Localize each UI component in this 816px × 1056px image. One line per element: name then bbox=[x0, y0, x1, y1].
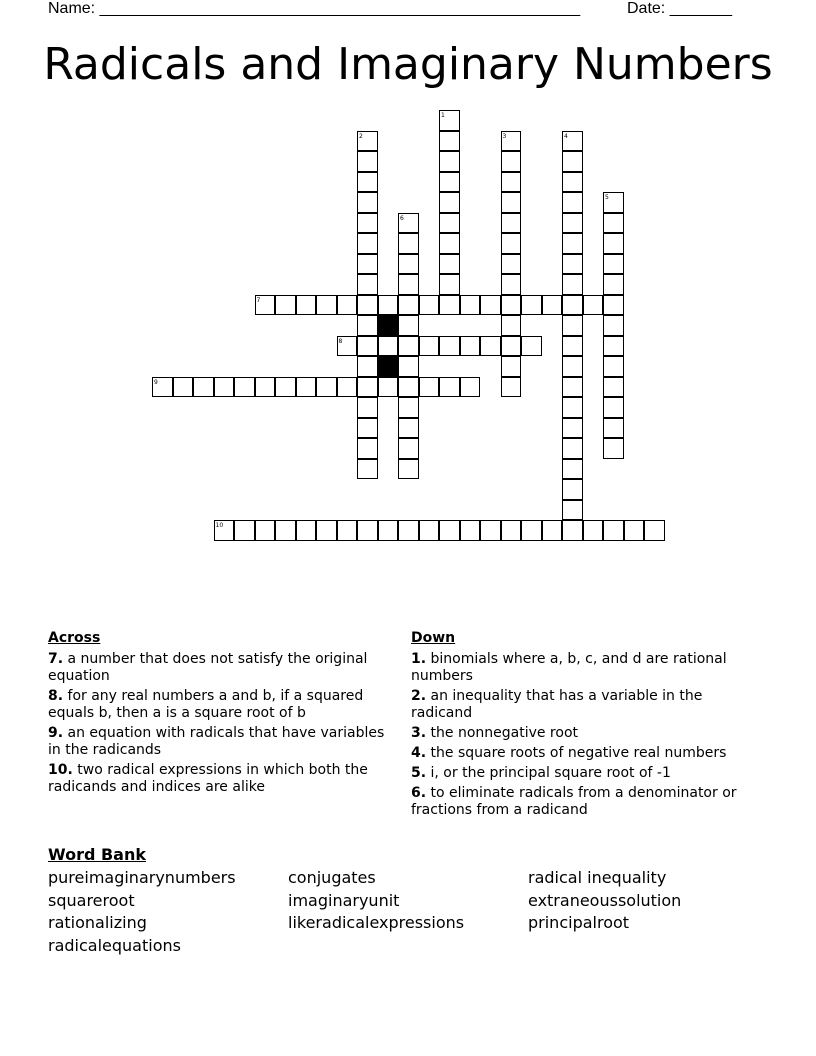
clue-number: 1. bbox=[411, 651, 427, 667]
crossword-cell[interactable] bbox=[398, 315, 419, 336]
clue-number: 7. bbox=[48, 651, 64, 667]
down-clue bbox=[411, 688, 756, 722]
crossword-cell[interactable] bbox=[398, 397, 419, 418]
across-clue bbox=[48, 651, 396, 685]
crossword-cell[interactable] bbox=[562, 479, 583, 500]
crossword-cell[interactable] bbox=[562, 377, 583, 398]
crossword-cell[interactable] bbox=[378, 520, 399, 541]
clue-number: 2 bbox=[359, 132, 363, 140]
crossword-cell[interactable] bbox=[439, 254, 460, 275]
crossword-cell[interactable] bbox=[398, 520, 419, 541]
crossword-cell[interactable] bbox=[398, 213, 419, 234]
across-section bbox=[48, 630, 396, 799]
crossword-cell[interactable] bbox=[562, 315, 583, 336]
crossword-cell[interactable] bbox=[398, 459, 419, 480]
crossword-cell[interactable] bbox=[398, 356, 419, 377]
crossword-cell[interactable] bbox=[501, 356, 522, 377]
clue-number: 9 bbox=[154, 378, 158, 386]
crossword-cell[interactable] bbox=[501, 254, 522, 275]
crossword-cell[interactable] bbox=[562, 131, 583, 152]
clue-number: 2. bbox=[411, 688, 427, 704]
crossword-cell[interactable] bbox=[603, 233, 624, 254]
across-clue bbox=[48, 725, 396, 759]
crossword-cell[interactable] bbox=[357, 192, 378, 213]
word-bank-item: likeradicalexpressions bbox=[288, 913, 465, 933]
crossword-cell[interactable] bbox=[357, 295, 378, 316]
crossword-cell[interactable] bbox=[316, 377, 337, 398]
crossword-cell[interactable] bbox=[234, 520, 255, 541]
crossword-cell[interactable] bbox=[337, 336, 358, 357]
crossword-cell[interactable] bbox=[357, 254, 378, 275]
crossword-cell[interactable] bbox=[501, 520, 522, 541]
down-clue bbox=[411, 725, 756, 742]
crossword-cell[interactable] bbox=[357, 233, 378, 254]
name-label: Name: ______________________________________________________ bbox=[48, 0, 581, 17]
crossword-cell[interactable] bbox=[603, 377, 624, 398]
down-clue bbox=[411, 651, 756, 685]
crossword-cell[interactable] bbox=[562, 254, 583, 275]
crossword-cell[interactable] bbox=[460, 520, 481, 541]
crossword-cell[interactable] bbox=[173, 377, 194, 398]
crossword-cell[interactable] bbox=[603, 520, 624, 541]
crossword-cell[interactable] bbox=[583, 520, 604, 541]
word-bank-item: radical inequality bbox=[528, 868, 667, 887]
crossword-cell[interactable] bbox=[624, 520, 645, 541]
crossword-cell[interactable] bbox=[296, 377, 317, 398]
crossword-cell[interactable] bbox=[562, 151, 583, 172]
crossword-cell[interactable] bbox=[255, 295, 276, 316]
crossword-cell[interactable] bbox=[562, 418, 583, 439]
crossword-cell[interactable] bbox=[357, 172, 378, 193]
crossword-cell[interactable] bbox=[521, 520, 542, 541]
word-bank-column bbox=[288, 867, 464, 935]
crossword-cell[interactable] bbox=[542, 520, 563, 541]
crossword-cell[interactable] bbox=[357, 131, 378, 152]
crossword-cell[interactable] bbox=[439, 274, 460, 295]
across-clue bbox=[48, 688, 396, 722]
clue-number: 4. bbox=[411, 745, 427, 761]
crossword-cell[interactable] bbox=[419, 377, 440, 398]
crossword-cell[interactable] bbox=[480, 520, 501, 541]
crossword-cell[interactable] bbox=[439, 151, 460, 172]
crossword-cell[interactable] bbox=[460, 377, 481, 398]
crossword-cell[interactable] bbox=[603, 438, 624, 459]
word-bank-item: extraneoussolution bbox=[528, 890, 682, 910]
clue-number: 6 bbox=[400, 214, 404, 222]
clue-number: 10. bbox=[48, 762, 73, 778]
word-bank-item: principalroot bbox=[528, 913, 630, 933]
clue-text: two radical expressions in which both the radicands and indices are alike bbox=[48, 762, 368, 795]
crossword-cell[interactable] bbox=[378, 377, 399, 398]
crossword-cell[interactable] bbox=[603, 336, 624, 357]
crossword-cell[interactable] bbox=[357, 418, 378, 439]
crossword-cell[interactable] bbox=[439, 172, 460, 193]
crossword-cell[interactable] bbox=[562, 356, 583, 377]
crossword-cell[interactable] bbox=[501, 274, 522, 295]
word-bank-item: imaginaryunit bbox=[288, 890, 400, 910]
crossword-cell[interactable] bbox=[562, 438, 583, 459]
crossword-cell[interactable] bbox=[234, 377, 255, 398]
crossword-cell[interactable] bbox=[603, 418, 624, 439]
crossword-cell[interactable] bbox=[275, 520, 296, 541]
clue-text: for any real numbers a and b, if a squared equals b, then a is a square root of b bbox=[48, 688, 364, 721]
crossword-cell[interactable] bbox=[214, 377, 235, 398]
crossword-cell[interactable] bbox=[275, 295, 296, 316]
clue-number: 3. bbox=[411, 725, 427, 741]
crossword-cell[interactable] bbox=[480, 295, 501, 316]
black-square bbox=[378, 356, 399, 377]
crossword-cell[interactable] bbox=[337, 377, 358, 398]
crossword-cell[interactable] bbox=[214, 520, 235, 541]
crossword-cell[interactable] bbox=[480, 336, 501, 357]
crossword-cell[interactable] bbox=[439, 295, 460, 316]
clue-text: the square roots of negative real numbers bbox=[430, 745, 727, 761]
crossword-cell[interactable] bbox=[501, 192, 522, 213]
crossword-cell[interactable] bbox=[562, 520, 583, 541]
crossword-cell[interactable] bbox=[562, 397, 583, 418]
across-heading: Across bbox=[48, 630, 101, 646]
crossword-cell[interactable] bbox=[603, 254, 624, 275]
crossword-cell[interactable] bbox=[378, 295, 399, 316]
crossword-cell[interactable] bbox=[562, 233, 583, 254]
crossword-cell[interactable] bbox=[357, 151, 378, 172]
across-clue bbox=[48, 762, 396, 796]
crossword-cell[interactable] bbox=[357, 274, 378, 295]
crossword-cell[interactable] bbox=[583, 295, 604, 316]
page-title: Radicals and Imaginary Numbers bbox=[43, 39, 773, 90]
crossword-cell[interactable] bbox=[296, 520, 317, 541]
crossword-cell[interactable] bbox=[501, 377, 522, 398]
crossword-cell[interactable] bbox=[398, 233, 419, 254]
crossword-cell[interactable] bbox=[501, 213, 522, 234]
crossword-cell[interactable] bbox=[603, 397, 624, 418]
clue-number: 8 bbox=[338, 337, 343, 345]
crossword-cell[interactable] bbox=[398, 295, 419, 316]
crossword-cell[interactable] bbox=[357, 438, 378, 459]
crossword-cell[interactable] bbox=[439, 377, 460, 398]
crossword-cell[interactable] bbox=[357, 315, 378, 336]
crossword-cell[interactable] bbox=[439, 110, 460, 131]
crossword-cell[interactable] bbox=[357, 459, 378, 480]
down-clue bbox=[411, 765, 756, 782]
crossword-cell[interactable] bbox=[316, 520, 337, 541]
crossword-cell[interactable] bbox=[152, 377, 173, 398]
crossword-cell[interactable] bbox=[501, 131, 522, 152]
crossword-cell[interactable] bbox=[501, 151, 522, 172]
crossword-cell[interactable] bbox=[398, 377, 419, 398]
clue-text: an equation with radicals that have variables in the radicands bbox=[48, 725, 385, 758]
crossword-cell[interactable] bbox=[296, 295, 317, 316]
crossword-cell[interactable] bbox=[439, 233, 460, 254]
crossword-cell[interactable] bbox=[398, 418, 419, 439]
crossword-cell[interactable] bbox=[357, 213, 378, 234]
clue-text: a number that does not satisfy the original equation bbox=[48, 651, 368, 684]
crossword-cell[interactable] bbox=[521, 336, 542, 357]
crossword-cell[interactable] bbox=[501, 233, 522, 254]
crossword-cell[interactable] bbox=[398, 438, 419, 459]
clue-number: 7 bbox=[256, 296, 261, 304]
crossword-cell[interactable] bbox=[398, 336, 419, 357]
crossword-cell[interactable] bbox=[501, 315, 522, 336]
word-bank-heading: Word Bank bbox=[48, 845, 147, 864]
clue-number: 5 bbox=[605, 194, 609, 201]
crossword-cell[interactable] bbox=[255, 377, 276, 398]
clue-number: 6. bbox=[411, 785, 427, 801]
crossword-cell[interactable] bbox=[603, 315, 624, 336]
crossword-cell[interactable] bbox=[521, 295, 542, 316]
crossword-cell[interactable] bbox=[439, 336, 460, 357]
clue-number: 9. bbox=[48, 725, 64, 741]
crossword-cell[interactable] bbox=[562, 192, 583, 213]
clue-text: i, or the principal square root of -1 bbox=[430, 765, 671, 781]
crossword-cell[interactable] bbox=[337, 520, 358, 541]
crossword-cell[interactable] bbox=[562, 500, 583, 521]
crossword-cell[interactable] bbox=[501, 295, 522, 316]
crossword-cell[interactable] bbox=[603, 192, 624, 213]
crossword-cell[interactable] bbox=[316, 295, 337, 316]
crossword-cell[interactable] bbox=[562, 459, 583, 480]
clue-number: 8. bbox=[48, 688, 64, 704]
clue-text: an inequality that has a variable in the radicand bbox=[411, 688, 703, 721]
down-section bbox=[411, 630, 756, 822]
word-bank-item: rationalizing bbox=[48, 913, 147, 933]
down-clue bbox=[411, 785, 756, 819]
crossword-cell[interactable] bbox=[439, 213, 460, 234]
crossword-cell[interactable] bbox=[644, 520, 665, 541]
down-heading: Down bbox=[411, 630, 456, 646]
crossword-cell[interactable] bbox=[439, 192, 460, 213]
word-bank-column bbox=[48, 867, 236, 957]
clue-text: binomials where a, b, c, and d are rational numbers bbox=[411, 651, 727, 684]
crossword-cell[interactable] bbox=[357, 356, 378, 377]
word-bank-item: pureimaginarynumbers bbox=[48, 868, 236, 887]
crossword-cell[interactable] bbox=[419, 295, 440, 316]
crossword-cell[interactable] bbox=[378, 336, 399, 357]
crossword-cell[interactable] bbox=[603, 356, 624, 377]
crossword-cell[interactable] bbox=[439, 520, 460, 541]
crossword-cell[interactable] bbox=[357, 336, 378, 357]
crossword-cell[interactable] bbox=[562, 213, 583, 234]
crossword-cell[interactable] bbox=[255, 520, 276, 541]
crossword-cell[interactable] bbox=[603, 295, 624, 316]
crossword-cell[interactable] bbox=[439, 131, 460, 152]
crossword-cell[interactable] bbox=[562, 295, 583, 316]
crossword-cell[interactable] bbox=[357, 377, 378, 398]
down-clue bbox=[411, 745, 756, 762]
word-bank-column bbox=[528, 867, 681, 935]
crossword-cell[interactable] bbox=[501, 336, 522, 357]
crossword-cell[interactable] bbox=[398, 254, 419, 275]
crossword-cell[interactable] bbox=[357, 397, 378, 418]
clue-number: 10 bbox=[215, 522, 224, 529]
word-bank-item: conjugates bbox=[288, 868, 376, 887]
word-bank-item: radicalequations bbox=[48, 935, 181, 955]
crossword-cell[interactable] bbox=[357, 520, 378, 541]
crossword-cell[interactable] bbox=[501, 172, 522, 193]
crossword-cell[interactable] bbox=[275, 377, 296, 398]
crossword-cell[interactable] bbox=[337, 295, 358, 316]
date-label: Date: _______ bbox=[627, 0, 732, 17]
crossword-cell[interactable] bbox=[419, 520, 440, 541]
crossword-cell[interactable] bbox=[193, 377, 214, 398]
clue-number: 1 bbox=[441, 112, 445, 119]
across-clue-list bbox=[48, 651, 396, 796]
word-bank-item: squareroot bbox=[48, 890, 135, 910]
crossword-cell[interactable] bbox=[603, 274, 624, 295]
crossword-cell[interactable] bbox=[603, 213, 624, 234]
crossword-cell[interactable] bbox=[562, 274, 583, 295]
crossword-cell[interactable] bbox=[460, 295, 481, 316]
down-clue-list bbox=[411, 651, 756, 819]
clue-number: 3 bbox=[502, 132, 507, 140]
crossword-cell[interactable] bbox=[542, 295, 563, 316]
clue-text: to eliminate radicals from a denominator or fractions from a radicand bbox=[411, 785, 737, 818]
crossword-cell[interactable] bbox=[398, 274, 419, 295]
crossword-cell[interactable] bbox=[460, 336, 481, 357]
black-square bbox=[378, 315, 399, 336]
clue-text: the nonnegative root bbox=[430, 725, 579, 741]
clue-number: 5. bbox=[411, 765, 427, 781]
clue-number: 4 bbox=[564, 132, 568, 140]
crossword-cell[interactable] bbox=[419, 336, 440, 357]
crossword-cell[interactable] bbox=[562, 172, 583, 193]
crossword-cell[interactable] bbox=[562, 336, 583, 357]
